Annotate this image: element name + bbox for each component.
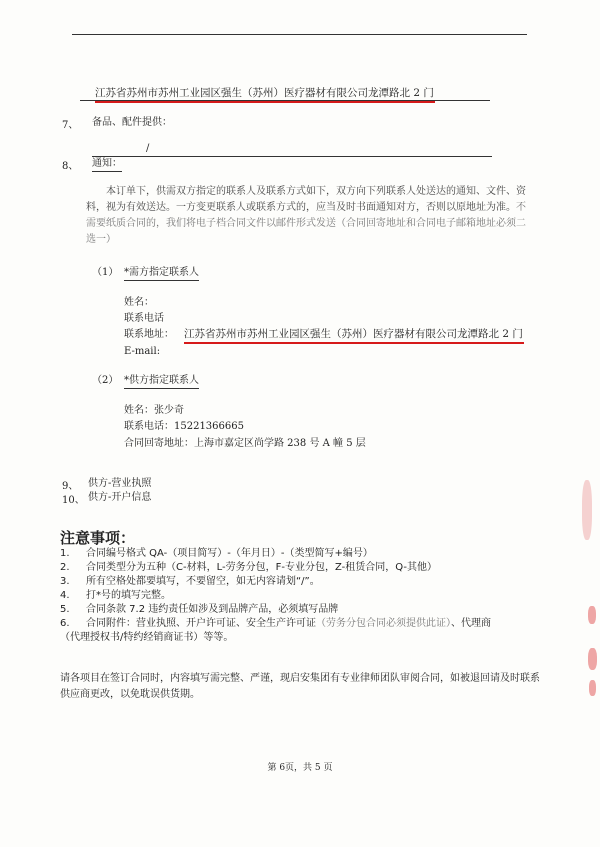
note-num: 4.: [60, 590, 70, 601]
buyer-phone-label: 联系电话: [124, 313, 164, 324]
seal-fragment: [588, 648, 597, 670]
note-num: 2.: [60, 562, 70, 573]
notice-text: 本订单下，供需双方指定的联系人及联系方式如下，双方向下列联系人处送达的通知、文件、资料，视为有效送达。一方变更联系人或联系方式的，应当及时书面通知对方，否则以原地址为准。: [86, 186, 526, 213]
note-num: 6.: [60, 618, 70, 629]
section7-label: 备品、配件提供：: [92, 117, 172, 128]
supplier-name: 姓名：张少奇: [124, 405, 184, 416]
buyer-num: （1）: [92, 267, 119, 278]
footer-paragraph: 请各项目在签订合同时，内容填写需完整、严谨，现启安集团有专业律师团队审阅合同，如被退回请及时联系供应商更改，以免耽误供货期。: [60, 673, 540, 700]
note-text-b: （劳务分包合同必须提供此证）: [316, 618, 451, 629]
section10-num: 10、: [62, 495, 85, 506]
section7-num: 7、: [62, 120, 79, 131]
note-item-3: [60, 575, 320, 588]
supplier-label: *供方指定联系人: [124, 374, 199, 389]
top-address: 江苏省苏州市苏州工业园区强生（苏州）医疗器材有限公司龙潭路北 2 门: [95, 87, 434, 99]
note-text: 打*号的填写完整。: [86, 590, 171, 601]
seal-fragment: [588, 606, 596, 624]
note-text: 合同类型分为五种（C-材料，L-劳务分包，F-专业分包，Z-租赁合同，Q-其他）: [86, 562, 437, 573]
note-item-1: [60, 547, 373, 560]
note-text: 合同编号格式 QA-（项目简写）-（年月日）-（类型简写+编号）: [86, 548, 373, 559]
page-number: 第 6页，共 5 页: [267, 763, 333, 773]
buyer-address-redline: [184, 342, 524, 344]
note-num: 1.: [60, 548, 70, 559]
note-text: 合同条款 7.2 违约责任如涉及到品牌产品，必须填写品牌: [86, 604, 339, 615]
section8-label: 通知：: [92, 157, 122, 172]
note-num: 3.: [60, 576, 70, 587]
supplier-address: 合同回寄地址：上海市嘉定区尚学路 238 号 A 幢 5 层: [124, 438, 366, 449]
section8-num: 8、: [62, 161, 79, 172]
note-item-5: [60, 603, 338, 616]
seal-fragment: [589, 680, 596, 696]
note-item-6-cont: （代理授权书/特约经销商证书）等等。: [60, 632, 234, 643]
note-num: 5.: [60, 604, 70, 615]
note-item-6: [60, 617, 491, 630]
note-item-2: [60, 561, 437, 574]
seal-fragment: [582, 480, 592, 540]
supplier-num: （2）: [92, 375, 119, 386]
section7-value: /: [146, 143, 150, 154]
notice-faded-text: 不需要纸质合同的，我们将电子档合同文件以邮件形式发送（合同回寄地址和合同电子邮箱地址必须二选一）: [86, 202, 526, 245]
notice-paragraph: [86, 184, 526, 248]
supplier-phone: 联系电话：15221366665: [124, 421, 244, 432]
buyer-label: *需方指定联系人: [124, 266, 199, 281]
section10-label: 供方-开户信息: [88, 492, 152, 503]
note-item-4: [60, 589, 171, 602]
buyer-address-value: 江苏省苏州市苏州工业园区强生（苏州）医疗器材有限公司龙潭路北 2 门: [184, 328, 523, 340]
top-address-redline: [95, 101, 435, 103]
section9-num: 9、: [62, 481, 79, 492]
top-rule: [72, 34, 527, 35]
note-text-a: 合同附件：营业执照、开户许可证、安全生产许可证: [86, 618, 316, 629]
note-text: 所有空格处都要填写，不要留空，如无内容请划“/”。: [86, 576, 320, 587]
notes-title: 注意事项：: [60, 529, 136, 547]
note-text-c: 、代理商: [451, 618, 491, 629]
buyer-address-label: 联系地址：: [124, 329, 174, 340]
buyer-email-label: E-mail:: [124, 346, 161, 357]
section9-label: 供方-营业执照: [88, 478, 152, 489]
buyer-name-label: 姓名：: [124, 297, 154, 308]
section7-underline: [92, 156, 492, 157]
